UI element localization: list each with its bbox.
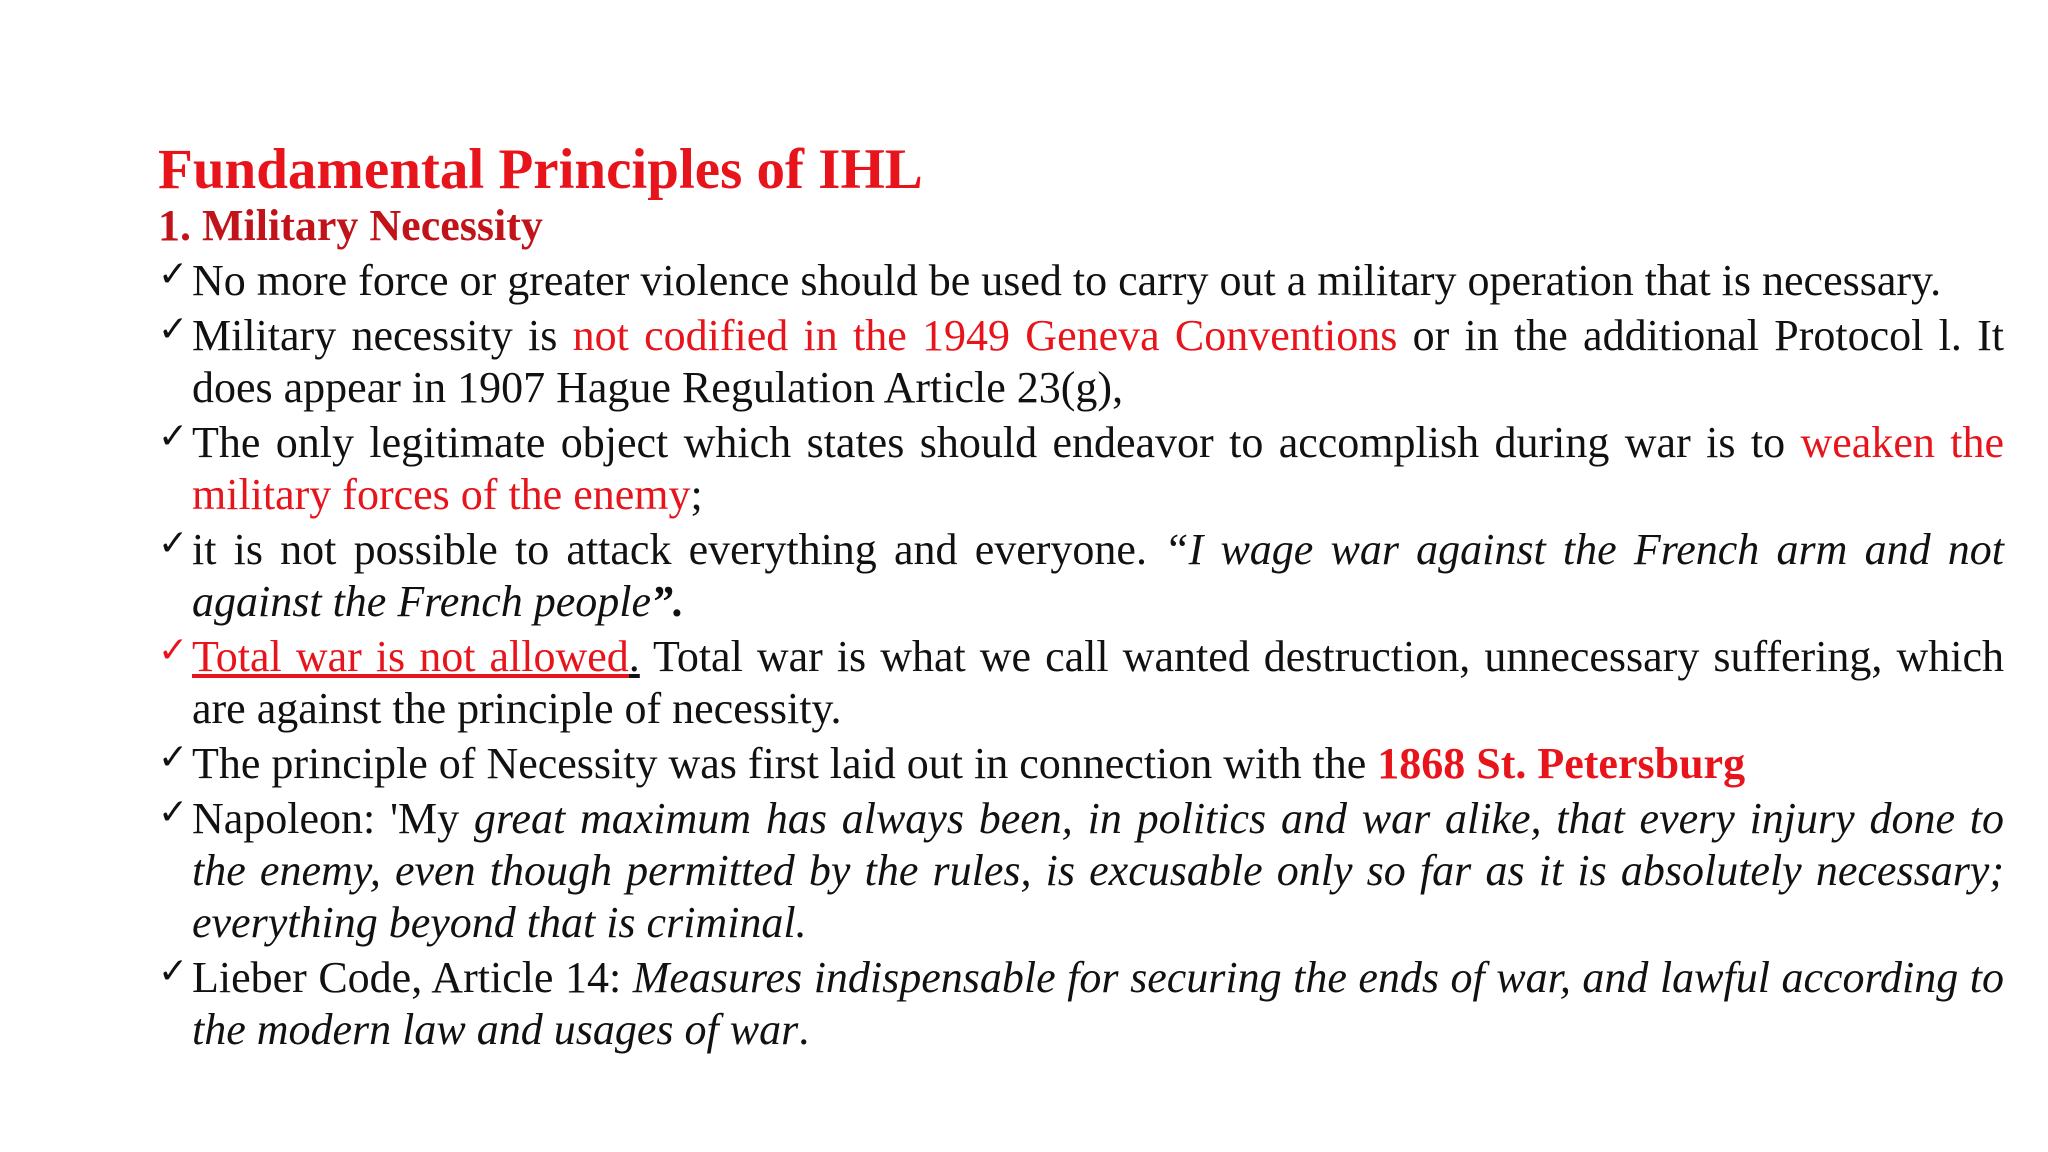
bullet-item	[158, 952, 2004, 1056]
checkmark-icon: ✓	[158, 523, 189, 564]
checkmark-icon: ✓	[158, 792, 189, 833]
checkmark-icon: ✓	[158, 254, 189, 295]
bullet-text: Napoleon: 'My	[192, 794, 474, 843]
quote-text: Measures indispensable for securing the ends of war, and lawful according to the modern law and usages of war	[192, 953, 2004, 1054]
bullet-text: The principle of Necessity was first laid out in connection with the	[192, 739, 1378, 788]
bullet-item	[158, 738, 2004, 790]
bullet-text: The only legitimate object which states should endeavor to accomplish during war is to	[192, 418, 1801, 467]
bullet-item	[158, 310, 2004, 414]
bullet-item	[158, 524, 2004, 628]
slide-title: Fundamental Principles of IHL	[158, 138, 923, 201]
highlighted-text: not codified in the 1949 Geneva Conventions	[572, 311, 1398, 360]
highlighted-text: weaken the military forces of the enemy	[192, 418, 2004, 519]
slide-content	[158, 140, 2004, 1056]
bullet-list	[158, 255, 2004, 1056]
bullet-item	[158, 793, 2004, 949]
bullet-text: .	[798, 1005, 810, 1054]
checkmark-icon: ✓	[158, 951, 189, 992]
bullet-item	[158, 631, 2004, 735]
checkmark-icon: ✓	[158, 737, 189, 778]
quote-end: ”.	[651, 577, 685, 626]
bullet-text: Lieber Code, Article 14:	[192, 953, 633, 1002]
checkmark-icon: ✓	[158, 309, 189, 350]
quote-text: “I wage war against the French arm and not against the French people	[192, 525, 2004, 626]
bullet-text: No more force or greater violence should be used to carry out a military operation that is necessary.	[192, 256, 1942, 305]
bullet-text: or in the additional Protocol l. It does appear in 1907 Hague Regulation Article 23(g),	[192, 311, 2004, 412]
bullet-item	[158, 255, 2004, 307]
highlighted-text: 1868 St. Petersburg	[1377, 739, 1746, 788]
bullet-item	[158, 417, 2004, 521]
bullet-text: Military necessity is	[192, 311, 573, 360]
checkmark-icon: ✓	[158, 630, 189, 671]
checkmark-icon: ✓	[158, 416, 189, 457]
bullet-text: .	[628, 632, 640, 681]
bullet-text: Total war is what we call wanted destruction, unnecessary suffering, which are against the principle of necessity.	[192, 632, 2004, 733]
bullet-text: it is not possible to attack everything and everyone.	[192, 525, 1165, 574]
highlighted-text: Total war is not allowed	[192, 632, 629, 681]
quote-text: great maximum has always been, in politics and war alike, that every injury done to the enemy, even though permitted by the rules, is excusable only so far as it is absolutely necessary; everything beyond that is criminal.	[192, 794, 2004, 947]
section-heading: 1. Military Necessity	[158, 201, 543, 250]
bullet-text: ;	[690, 470, 703, 519]
